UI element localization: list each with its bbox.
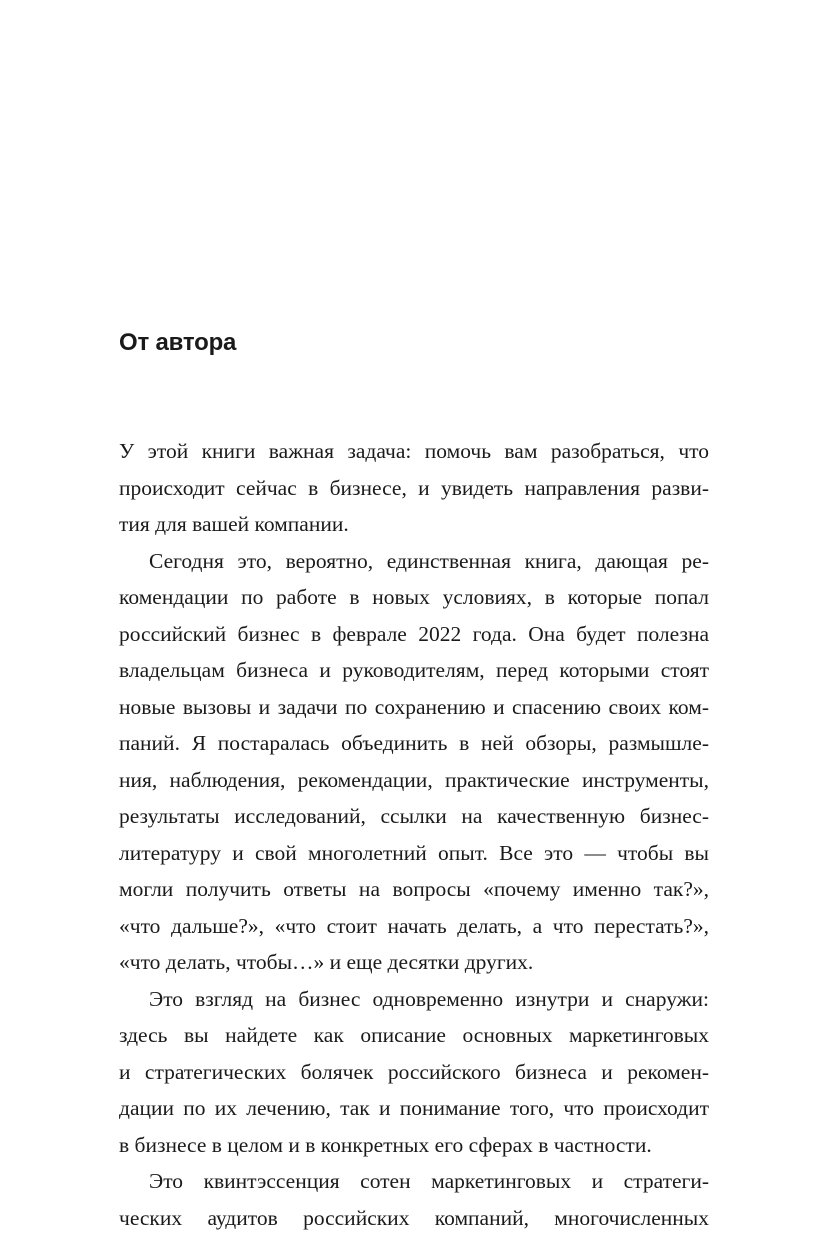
text-line: в бизнесе в целом и в конкретных его сферах в частности. bbox=[119, 1127, 709, 1164]
text-line: могли получить ответы на вопросы «почему именно так?», bbox=[119, 871, 709, 908]
text-line: результаты исследований, ссылки на качественную бизнес- bbox=[119, 798, 709, 835]
text-line: и стратегических болячек российского бизнеса и рекомен- bbox=[119, 1054, 709, 1091]
text-line: дации по их лечению, так и понимание того, что происходит bbox=[119, 1090, 709, 1127]
chapter-body bbox=[119, 433, 709, 1236]
text-line: владельцам бизнеса и руководителям, перед которыми стоят bbox=[119, 652, 709, 689]
text-line: тия для вашей компании. bbox=[119, 506, 709, 543]
chapter-heading: От автора bbox=[119, 326, 236, 360]
text-line: Это взгляд на бизнес одновременно изнутри и снаружи: bbox=[119, 981, 709, 1018]
text-line: российский бизнес в феврале 2022 года. Она будет полезна bbox=[119, 616, 709, 653]
text-line: Это квинтэссенция сотен маркетинговых и стратеги- bbox=[119, 1163, 709, 1200]
text-line: комендации по работе в новых условиях, в которые попал bbox=[119, 579, 709, 616]
text-line: происходит сейчас в бизнесе, и увидеть направления разви- bbox=[119, 470, 709, 507]
text-line: здесь вы найдете как описание основных маркетинговых bbox=[119, 1017, 709, 1054]
text-line: ческих аудитов российских компаний, многочисленных bbox=[119, 1200, 709, 1236]
text-line: «что дальше?», «что стоит начать делать, а что перестать?», bbox=[119, 908, 709, 945]
text-line: ния, наблюдения, рекомендации, практические инструменты, bbox=[119, 762, 709, 799]
text-line: Сегодня это, вероятно, единственная книга, дающая ре- bbox=[119, 543, 709, 580]
text-line: «что делать, чтобы…» и еще десятки других. bbox=[119, 944, 709, 981]
text-line: паний. Я постаралась объединить в ней обзоры, размышле- bbox=[119, 725, 709, 762]
text-line: У этой книги важная задача: помочь вам разобраться, что bbox=[119, 433, 709, 470]
text-line: новые вызовы и задачи по сохранению и спасению своих ком- bbox=[119, 689, 709, 726]
text-line: литературу и свой многолетний опыт. Все это — чтобы вы bbox=[119, 835, 709, 872]
